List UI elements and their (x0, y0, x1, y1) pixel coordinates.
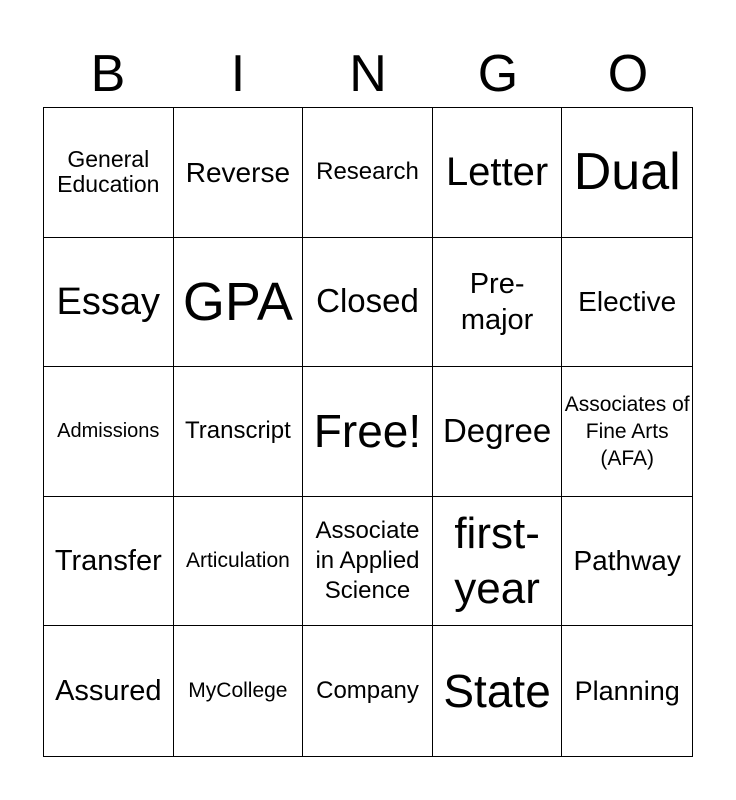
cell-label: Assured (55, 674, 162, 707)
cell-label: Pre-major (460, 267, 534, 336)
cell-label: first-year (454, 509, 540, 614)
bingo-cell[interactable] (562, 238, 692, 368)
cell-label: Dual (573, 142, 681, 201)
cell-label: Articulation (185, 549, 290, 573)
bingo-cell[interactable] (562, 367, 692, 497)
cell-label: Essay (56, 280, 161, 323)
cell-label: Pathway (573, 545, 681, 577)
bingo-board (43, 107, 693, 757)
bingo-cell[interactable] (562, 108, 692, 238)
free-space-label: Free! (313, 405, 422, 458)
bingo-cell[interactable] (303, 108, 433, 238)
cell-label: Admissions (57, 420, 160, 443)
cell-label: Degree (442, 412, 552, 450)
cell-label: General Education (57, 145, 160, 198)
cell-label: Transcript (184, 417, 291, 445)
bingo-header (43, 40, 693, 108)
bingo-cell[interactable] (303, 497, 433, 627)
cell-label: Planning (574, 676, 680, 707)
bingo-cell[interactable] (303, 238, 433, 368)
cell-label: Company (316, 676, 419, 704)
bingo-cell[interactable] (303, 626, 433, 756)
cell-label: Closed (316, 282, 419, 320)
cell-label: Letter (445, 149, 549, 194)
free-space-cell[interactable] (303, 367, 433, 497)
bingo-cell[interactable] (44, 497, 174, 627)
header-letter-g: G (477, 45, 519, 103)
cell-label: Elective (578, 286, 677, 318)
header-letter-b: B (90, 45, 126, 103)
cell-label: Associates of Fine Arts (AFA) (564, 392, 690, 471)
cell-label: State (443, 664, 551, 717)
bingo-cell[interactable] (44, 367, 174, 497)
bingo-cell[interactable] (433, 108, 563, 238)
bingo-cell[interactable] (433, 367, 563, 497)
header-letter-n: N (349, 45, 387, 103)
cell-label: Associate in Applied Science (315, 517, 420, 605)
bingo-cell[interactable] (174, 367, 304, 497)
bingo-cell[interactable] (433, 238, 563, 368)
bingo-cell[interactable] (44, 108, 174, 238)
cell-label: MyCollege (188, 679, 288, 703)
bingo-cell[interactable] (562, 626, 692, 756)
bingo-cell[interactable] (562, 497, 692, 627)
cell-label: GPA (182, 271, 293, 332)
bingo-cell[interactable] (174, 626, 304, 756)
bingo-cell[interactable] (174, 108, 304, 238)
bingo-cell[interactable] (44, 626, 174, 756)
bingo-cell[interactable] (174, 238, 304, 368)
bingo-cell[interactable] (44, 238, 174, 368)
cell-label: Research (316, 157, 419, 185)
header-letter-o: O (607, 45, 649, 103)
bingo-cell[interactable] (174, 497, 304, 627)
header-letter-i: I (230, 45, 246, 103)
cell-label: Transfer (54, 544, 162, 577)
bingo-cell[interactable] (433, 626, 563, 756)
bingo-cell[interactable] (433, 497, 563, 627)
cell-label: Reverse (185, 156, 291, 188)
